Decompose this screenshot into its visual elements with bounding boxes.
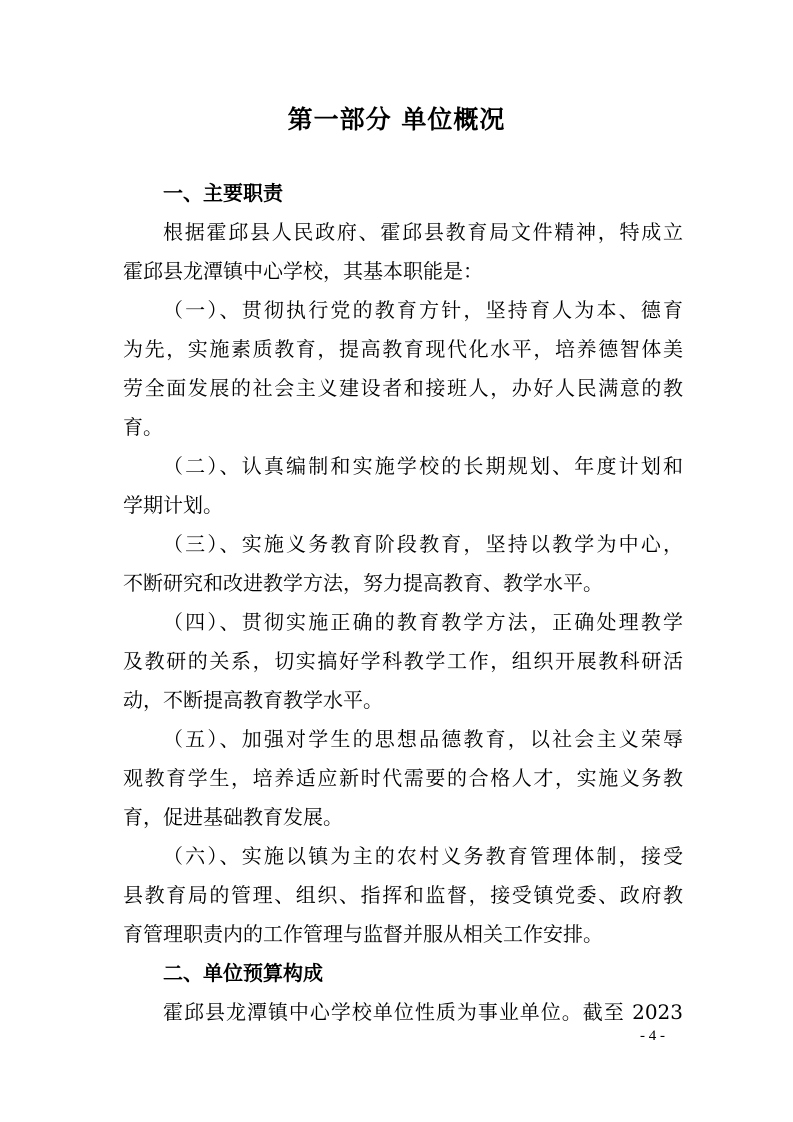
paragraph-line: 学期计划。 <box>123 493 223 517</box>
section-heading-main-duties: 一、主要职责 <box>163 181 283 205</box>
paragraph-line: （一）、贯彻执行党的教育方针，坚持育人为本、德育 <box>163 298 683 322</box>
paragraph-line: 不断研究和改进教学方法，努力提高教育、教学水平。 <box>123 571 603 595</box>
paragraph-line: （四）、贯彻实施正确的教育教学方法，正确处理教学 <box>163 610 683 634</box>
paragraph-line: 育，促进基础教育发展。 <box>123 805 343 829</box>
paragraph-line: （三）、实施义务教育阶段教育，坚持以教学为中心， <box>163 532 683 556</box>
section-heading-budget-composition: 二、单位预算构成 <box>163 961 323 985</box>
paragraph-line: 育。 <box>123 415 163 439</box>
page-title: 第一部分 单位概况 <box>287 105 506 134</box>
paragraph-line: （五）、加强对学生的思想品德教育，以社会主义荣辱 <box>163 727 683 751</box>
paragraph-line: 霍邱县龙潭镇中心学校单位性质为事业单位。截至 2023 <box>163 1000 683 1024</box>
paragraph-line: 劳全面发展的社会主义建设者和接班人，办好人民满意的教 <box>123 376 683 400</box>
paragraph-line: 观教育学生，培养适应新时代需要的合格人才，实施义务教 <box>123 766 683 790</box>
paragraph-line: 县教育局的管理、组织、指挥和监督，接受镇党委、政府教 <box>123 883 683 907</box>
paragraph-line: 育管理职责内的工作管理与监督并服从相关工作安排。 <box>123 922 603 946</box>
paragraph-line: 霍邱县龙潭镇中心学校，其基本职能是： <box>123 259 483 283</box>
paragraph-line: 及教研的关系，切实搞好学科教学工作，组织开展教科研活 <box>123 649 683 673</box>
paragraph-line: 动，不断提高教育教学水平。 <box>123 688 383 712</box>
paragraph-line: 为先，实施素质教育，提高教育现代化水平，培养德智体美 <box>123 337 683 361</box>
paragraph-line: （二）、认真编制和实施学校的长期规划、年度计划和 <box>163 454 683 478</box>
paragraph-line: （六）、实施以镇为主的农村义务教育管理体制，接受 <box>163 844 683 868</box>
paragraph-line: 根据霍邱县人民政府、霍邱县教育局文件精神，特成立 <box>163 220 683 244</box>
page-number: - 4 - <box>640 1028 665 1044</box>
